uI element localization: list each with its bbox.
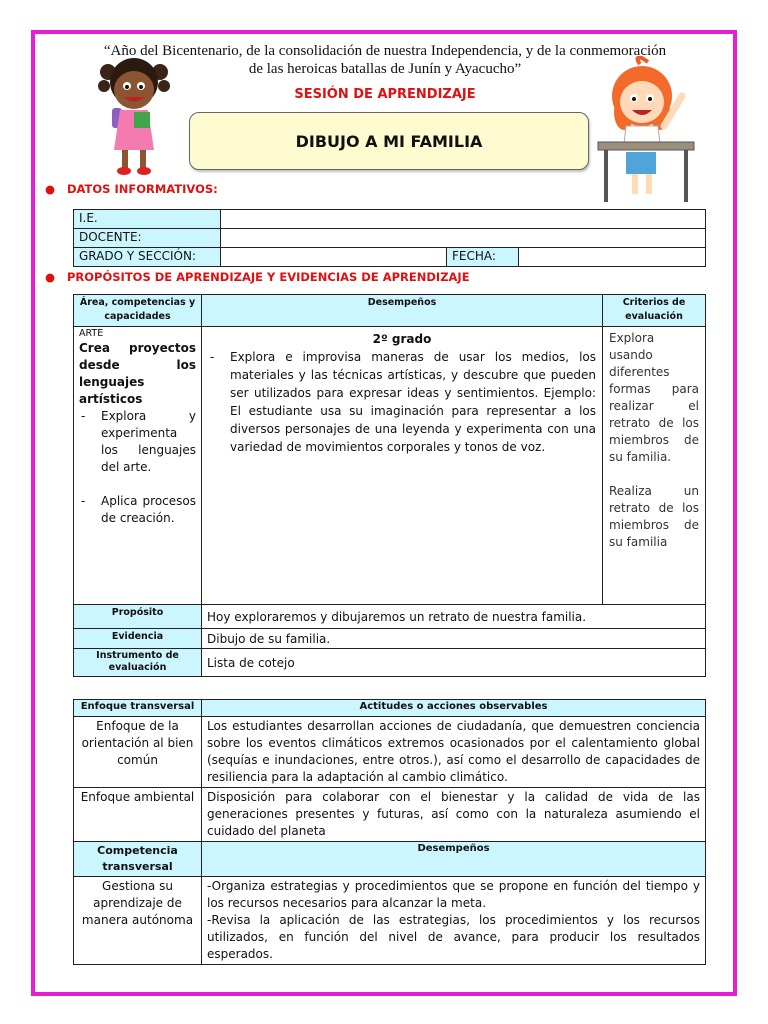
- proposito-label: Propósito: [74, 605, 202, 629]
- fecha-label: FECHA:: [447, 248, 519, 267]
- area-cell: [74, 327, 202, 605]
- lesson-title: DIBUJO A MI FAMILIA: [295, 131, 483, 151]
- grado-label: GRADO Y SECCIÓN:: [74, 248, 221, 267]
- desempeno-cell: [202, 327, 603, 605]
- lesson-title-box: [189, 112, 589, 170]
- evidencia-value: Dibujo de su familia.: [202, 629, 706, 649]
- propositos-heading: [45, 270, 470, 284]
- col-area-header: Área, competencias y capacidades: [74, 295, 202, 327]
- col-desempenos-header: Desempeños: [202, 842, 706, 877]
- col-criterios-header: Criterios de evaluación: [603, 295, 706, 327]
- bullet-icon: ●: [45, 270, 56, 284]
- grado-label: 2º grado: [372, 332, 432, 346]
- instrumento-value: Lista de cotejo: [202, 649, 706, 677]
- area-label: ARTE: [79, 328, 104, 339]
- col-competencia-header: Competencia transversal: [74, 842, 202, 877]
- datos-table: [73, 209, 706, 267]
- evidencia-label: Evidencia: [74, 629, 202, 649]
- session-title: SESIÓN DE APRENDIZAJE: [294, 87, 476, 102]
- competencia-text-2: -Revisa la aplicación de las estrategias, los procedimientos y los recursos utilizados, en función del nivel de avance, para producir los resultados esperados.: [207, 913, 700, 961]
- docente-label: DOCENTE:: [74, 229, 221, 248]
- ie-label: I.E.: [74, 210, 221, 229]
- enfoque-2-text: Disposición para colaborar con el bienestar y la calidad de vida de las generaciones presentes y futuras, así como con la naturaleza asumiendo el cuidado del planeta: [202, 788, 706, 842]
- enfoques-table: [73, 699, 706, 965]
- ie-value: [221, 210, 706, 229]
- competencia-text-1: -Organiza estrategias y procedimientos que se propone en función del tiempo y los recursos necesarios para alcanzar la meta.: [207, 879, 700, 910]
- proposito-value: Hoy exploraremos y dibujaremos un retrato de nuestra familia.: [202, 605, 706, 629]
- enfoque-2-name: Enfoque ambiental: [74, 788, 202, 842]
- bullet-icon: ●: [45, 182, 56, 196]
- capacidad-item: - Aplica procesos de creación.: [101, 493, 196, 527]
- capacidad-item: - Explora y experimenta los lenguajes del arte.: [101, 408, 196, 476]
- criterio-2: Realiza un retrato de los miembros de su familia: [609, 484, 699, 549]
- grado-value: [221, 248, 447, 267]
- criterio-1: Explora usando diferentes formas para realizar el retrato de los miembros de su familia.: [609, 331, 699, 464]
- instrumento-label: Instrumento de evaluación: [74, 649, 202, 677]
- datos-heading: [45, 182, 218, 196]
- desempeno-text: - Explora e improvisa maneras de usar los medios, los materiales y las técnicas artísticas, y descubre que pueden ser utilizados para expresar ideas y sentimientos. Ejemplo: El estudiante usa su imaginación para representar a los diversos personajes de una leyenda y experimenta con una variedad de movimientos corporales y tonos de voz.: [230, 348, 596, 456]
- datos-heading-text: DATOS INFORMATIVOS:: [67, 182, 218, 196]
- col-enfoque-header: Enfoque transversal: [74, 700, 202, 717]
- fecha-value: [519, 248, 706, 267]
- competencia-name: Gestiona su aprendizaje de manera autónoma: [74, 877, 202, 965]
- girl-at-desk-illustration: [590, 56, 702, 206]
- col-actitudes-header: Actitudes o acciones observables: [202, 700, 706, 717]
- enfoque-1-name: Enfoque de la orientación al bien común: [74, 717, 202, 788]
- propositos-heading-text: PROPÓSITOS DE APRENDIZAJE Y EVIDENCIAS DE APRENDIZAJE: [67, 270, 470, 284]
- col-desempenos-header: Desempeños: [202, 295, 603, 327]
- competencia-name: Crea proyectos desde los lenguajes artísticos: [79, 341, 196, 406]
- enfoque-1-text: Los estudiantes desarrollan acciones de ciudadanía, que demuestren conciencia sobre los eventos climáticos extremos ocasionados por el calentamiento global (sequías e inundaciones, entre otros.), así como el desarrollo de capacidades de resiliencia para la adaptación al cambio climático.: [202, 717, 706, 788]
- criterios-cell: [603, 327, 706, 605]
- docente-value: [221, 229, 706, 248]
- propositos-table: [73, 294, 706, 677]
- motto-line-1: “Año del Bicentenario, de la consolidación de nuestra Independencia, y de la conmemoración: [103, 43, 667, 59]
- motto-line-2: de las heroicas batallas de Junín y Ayacucho”: [248, 61, 522, 77]
- competencia-desempenos: [202, 877, 706, 965]
- bicentenary-motto: [90, 42, 680, 78]
